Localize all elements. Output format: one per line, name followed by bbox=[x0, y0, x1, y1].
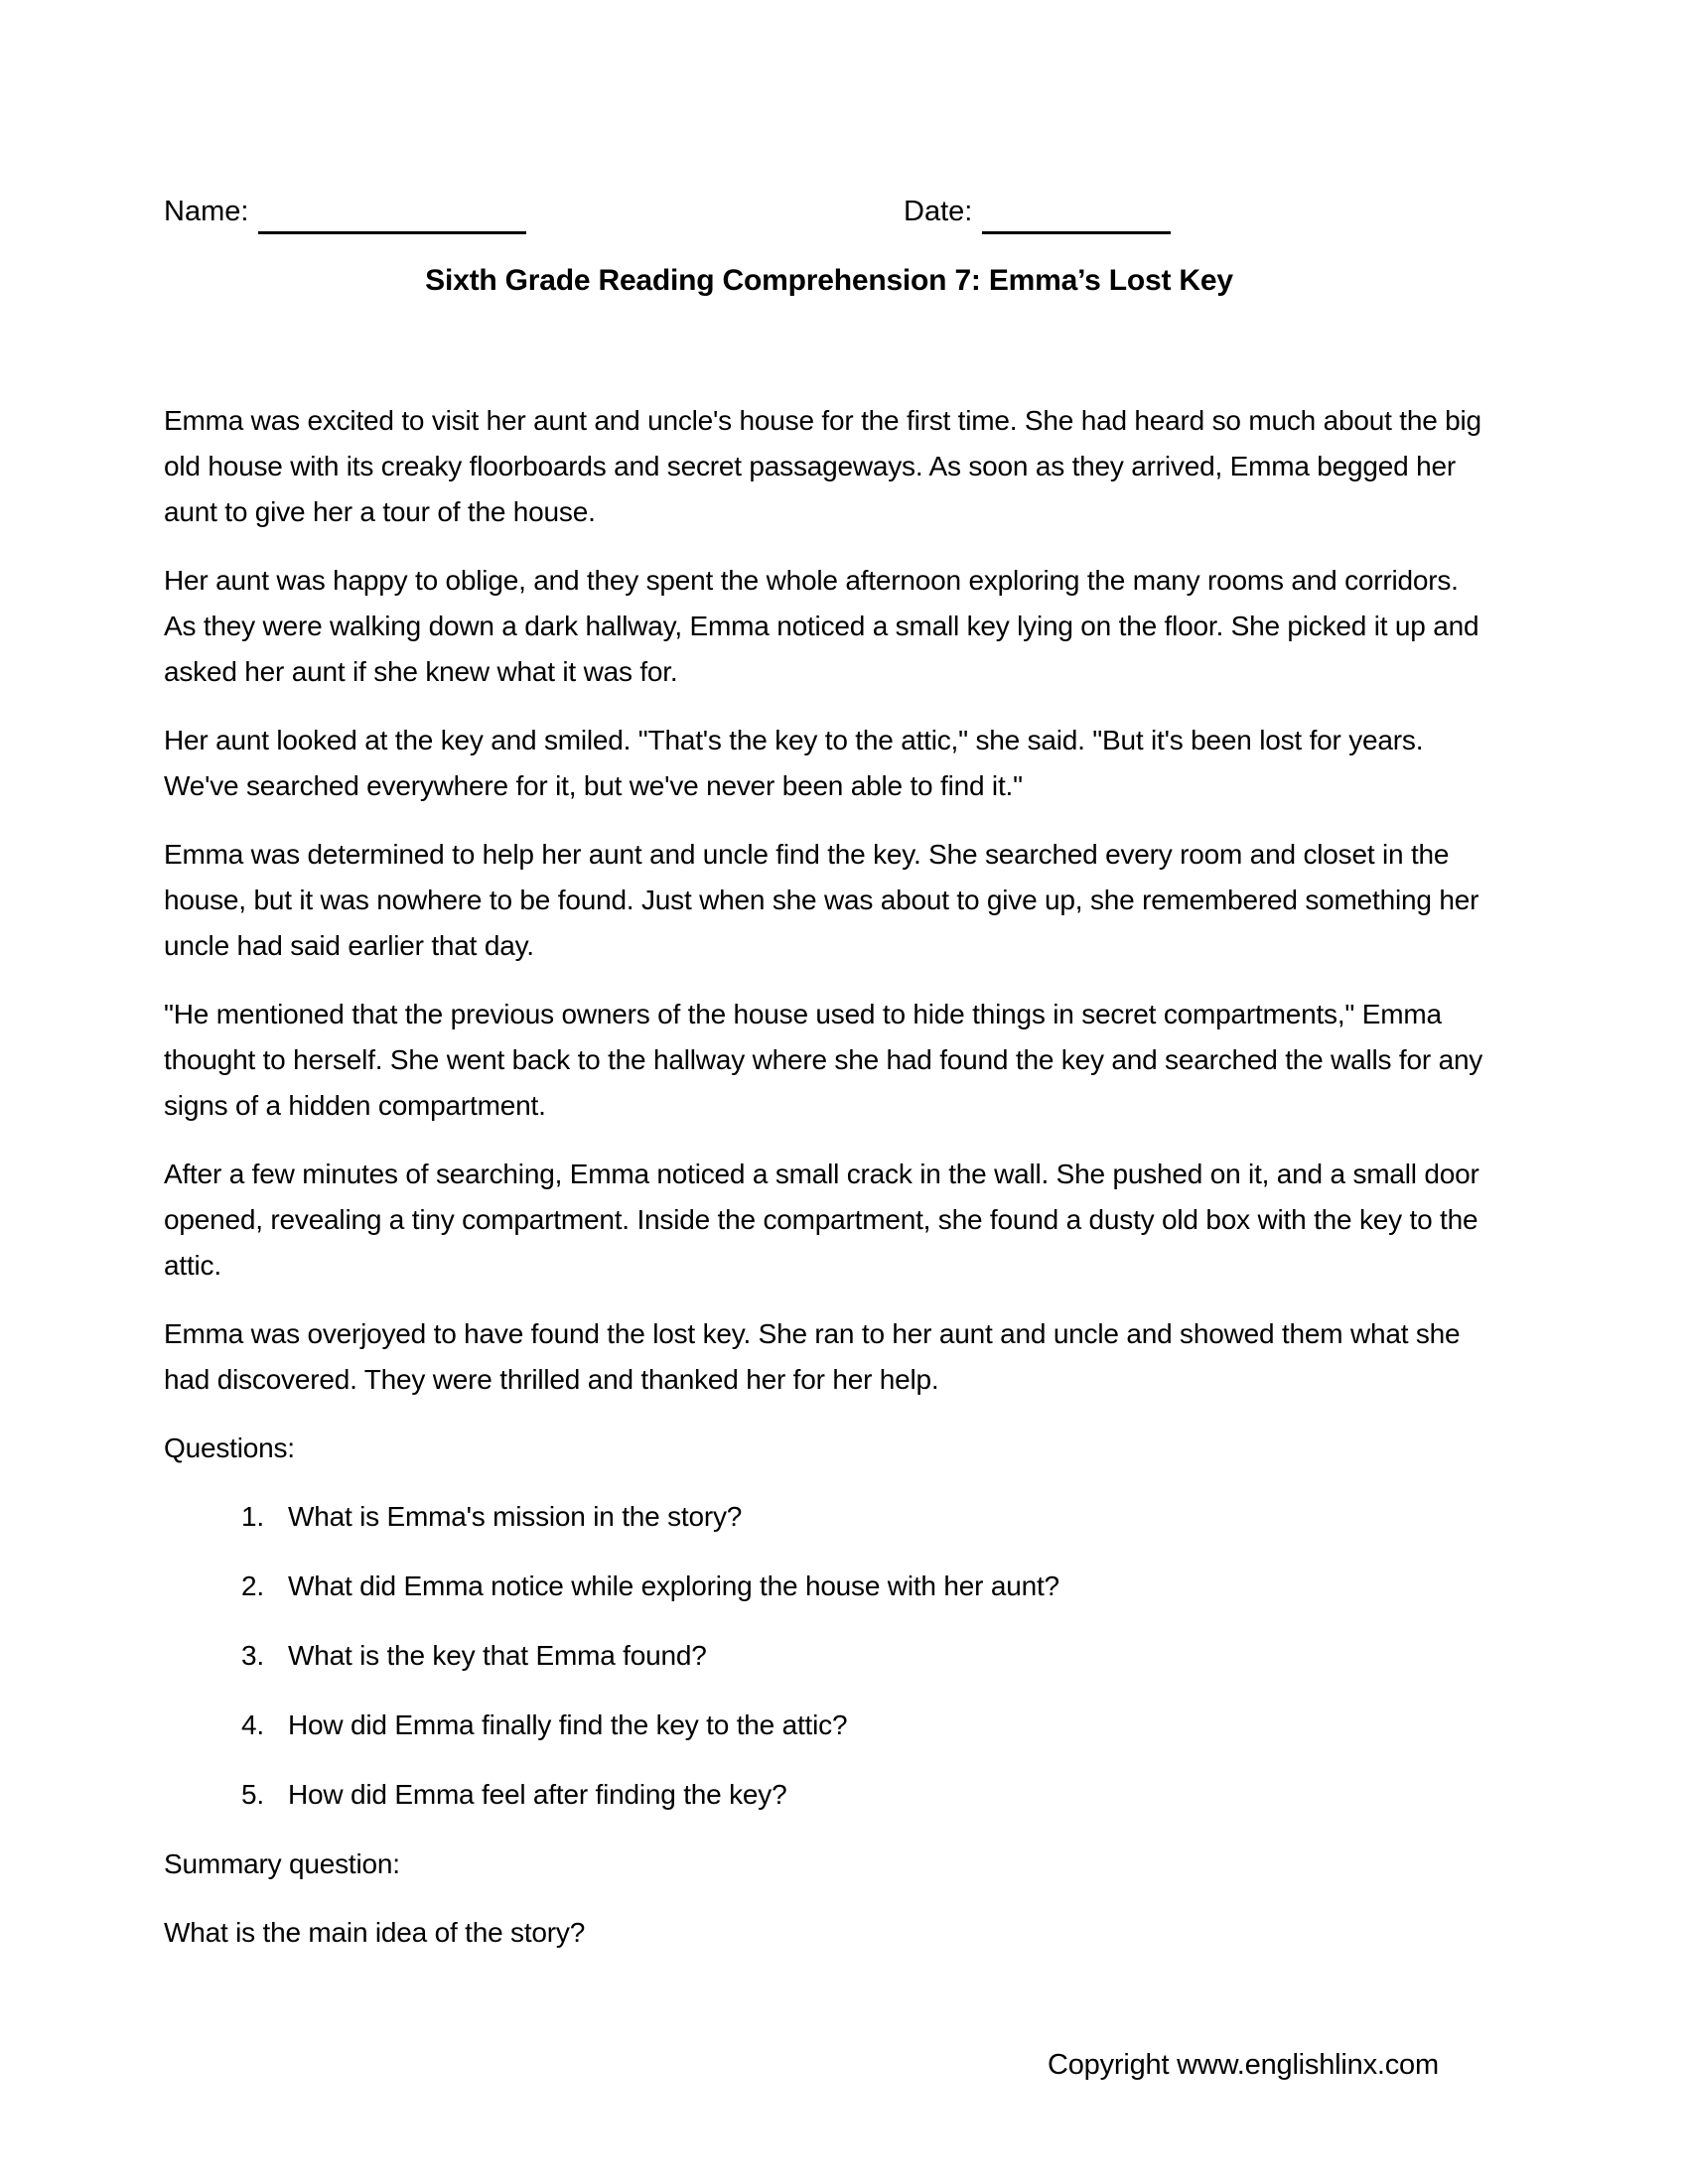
question-item bbox=[241, 1703, 1494, 1748]
story-paragraph: Her aunt looked at the key and smiled. "That's the key to the attic," she said. "But it's been lost for years. We've searched everywhere for it, but we've never been able to find it." bbox=[164, 725, 1424, 801]
question-text: How did Emma finally find the key to the attic? bbox=[288, 1709, 848, 1740]
question-text: What is Emma's mission in the story? bbox=[288, 1501, 743, 1532]
name-blank-line bbox=[258, 196, 526, 234]
question-item bbox=[241, 1772, 1494, 1818]
story-section bbox=[164, 398, 1494, 1403]
question-number: 5. bbox=[241, 1779, 264, 1810]
question-text: How did Emma feel after finding the key? bbox=[288, 1779, 787, 1810]
date-label: Date: bbox=[904, 196, 973, 227]
question-item bbox=[241, 1633, 1494, 1679]
questions-list bbox=[241, 1494, 1494, 1818]
story-paragraph: Emma was determined to help her aunt and uncle find the key. She searched every room and closet in the house, but it was nowhere to be found. Just when she was about to give up, she remembered something her uncle had said earlier that day. bbox=[164, 839, 1479, 961]
story-paragraph: "He mentioned that the previous owners of the house used to hide things in secret compartments," Emma thought to herself. She went back to the hallway where she had found the key and searched the walls for any signs of a hidden compartment. bbox=[164, 999, 1483, 1121]
questions-label: Questions: bbox=[164, 1433, 295, 1463]
name-label: Name: bbox=[164, 196, 249, 227]
header-row bbox=[164, 189, 1688, 236]
question-number: 1. bbox=[241, 1501, 264, 1532]
page-title: Sixth Grade Reading Comprehension 7: Emma’s Lost Key bbox=[425, 264, 1233, 297]
question-text: What is the key that Emma found? bbox=[288, 1640, 707, 1671]
footer-copyright: Copyright www.englishlinx.com bbox=[1048, 2049, 1439, 2081]
questions-section bbox=[164, 1426, 1494, 1818]
story-paragraph: Emma was overjoyed to have found the lost key. She ran to her aunt and uncle and showed them what she had discovered. They were thrilled and thanked her for her help. bbox=[164, 1318, 1461, 1395]
question-text: What did Emma notice while exploring the house with her aunt? bbox=[288, 1570, 1059, 1601]
summary-section bbox=[164, 1842, 1494, 1956]
name-field-group bbox=[164, 189, 526, 234]
summary-question-label: Summary question: bbox=[164, 1848, 400, 1879]
story-paragraph: After a few minutes of searching, Emma noticed a small crack in the wall. She pushed on it, and a small door opened, revealing a tiny compartment. Inside the compartment, she found a dusty old box with the key to the attic. bbox=[164, 1159, 1479, 1281]
story-paragraph: Emma was excited to visit her aunt and uncle's house for the first time. She had heard so much about the big old house with its creaky floorboards and secret passageways. As soon as they arrived, Emma begged her aunt to give her a tour of the house. bbox=[164, 405, 1481, 527]
date-blank-line bbox=[982, 196, 1171, 234]
story-paragraph: Her aunt was happy to oblige, and they spent the whole afternoon exploring the many rooms and corridors. As they were walking down a dark hallway, Emma noticed a small key lying on the floor. She picked it up and asked her aunt if she knew what it was for. bbox=[164, 565, 1479, 687]
summary-question-text: What is the main idea of the story? bbox=[164, 1917, 586, 1948]
question-number: 2. bbox=[241, 1570, 264, 1601]
question-number: 3. bbox=[241, 1640, 264, 1671]
question-item bbox=[241, 1494, 1494, 1540]
date-field-group bbox=[904, 189, 1171, 234]
question-item bbox=[241, 1564, 1494, 1609]
question-number: 4. bbox=[241, 1709, 264, 1740]
